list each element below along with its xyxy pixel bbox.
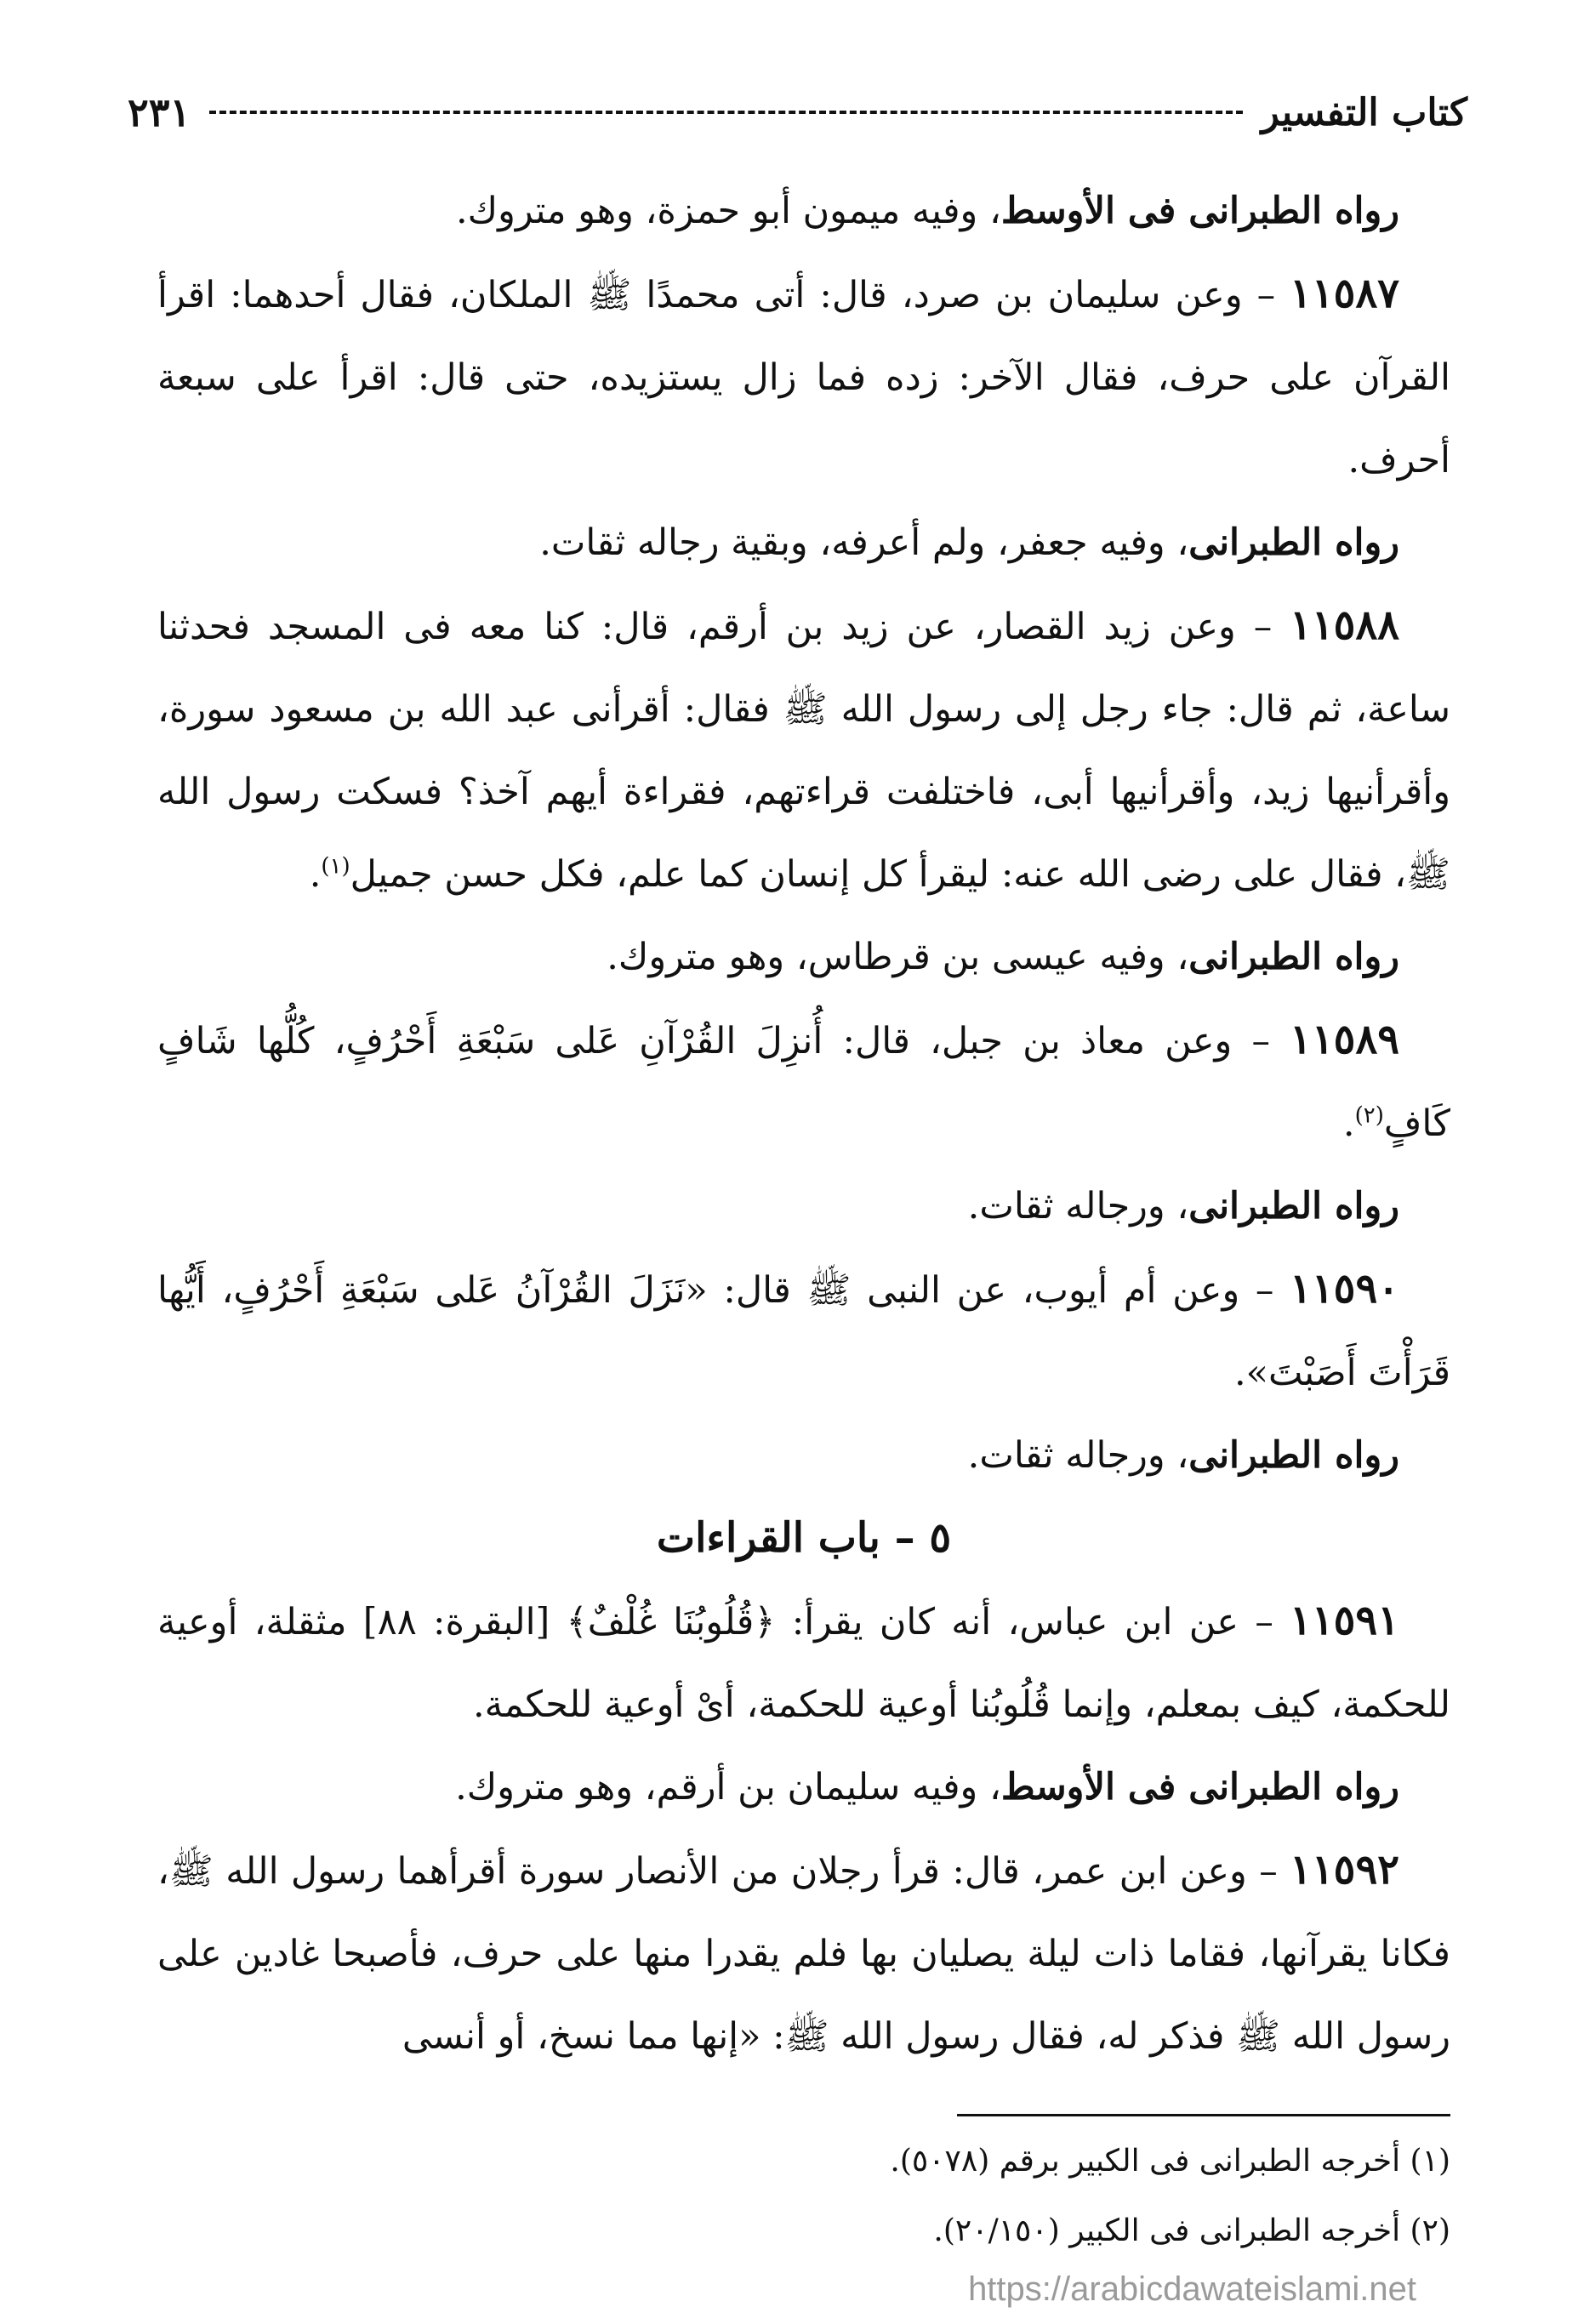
header-dashed-rule bbox=[209, 111, 1243, 114]
footnote-marker: (٢) bbox=[1354, 1102, 1384, 1129]
hadith-paragraph bbox=[157, 999, 1450, 1165]
source-text: ، وفيه ميمون أبو حمزة، وهو متروك. bbox=[455, 190, 1001, 232]
footnote: (١) أخرجه الطبرانى فى الكبير برقم (٥٠٧٨). bbox=[890, 2144, 1450, 2179]
source-lead: رواه الطبرانى bbox=[1188, 1185, 1399, 1228]
source-text: ، وفيه عيسى بن قرطاس، وهو متروك. bbox=[607, 936, 1189, 978]
footnote-marker: (١) bbox=[321, 853, 350, 880]
hadith-tail: . bbox=[309, 853, 322, 896]
source-text: ، ورجاله ثقات. bbox=[967, 1434, 1189, 1477]
hadith-paragraph bbox=[157, 253, 1450, 502]
hadith-tail: . bbox=[1342, 1102, 1355, 1145]
page-number: ٢٣١ bbox=[128, 89, 191, 135]
hadith-text: – وعن ابن عمر، قال: قرأ رجلان من الأنصار سورة أقرأهما رسول الله ﷺ، فكانا يقرآنها، فقاما ذات ليلة يصليان بها فلم يقدرا منها على حرف، فأصبحا غادين على رسول الله ﷺ فذكر له، فقال رسول الله ﷺ: «إنها مما نسخ، أو أنسى bbox=[157, 1850, 1450, 2058]
hadith-number: ١١٥٩١ bbox=[1290, 1597, 1399, 1644]
hadith-text: – عن ابن عباس، أنه كان يقرأ: ﴿قُلُوبُنَا غُلْفٌ﴾ [البقرة: ٨٨] مثقلة، أوعية للحكمة، كيف بمعلم، وإنما قُلُوبُنا أوعية للحكمة، أىْ أوعية للحكمة. bbox=[157, 1601, 1450, 1726]
hadith-text: – وعن معاذ بن جبل، قال: أُنزِلَ القُرْآنِ عَلى سَبْعَةِ أَحْرُفٍ، كُلُّها شَافٍ كَافٍ bbox=[157, 1020, 1450, 1145]
hadith-paragraph bbox=[157, 1829, 1450, 2078]
source-note bbox=[157, 1165, 1450, 1248]
page-body bbox=[157, 170, 1450, 2078]
footnote-divider bbox=[957, 2114, 1450, 2116]
source-text: ، وفيه سليمان بن أرقم، وهو متروك. bbox=[455, 1766, 1001, 1809]
page-header bbox=[128, 78, 1467, 146]
source-text: ، وفيه جعفر، ولم أعرفه، وبقية رجاله ثقات. bbox=[539, 521, 1189, 564]
hadith-paragraph bbox=[157, 1580, 1450, 1746]
source-note bbox=[157, 170, 1450, 253]
hadith-number: ١١٥٨٧ bbox=[1290, 270, 1399, 317]
hadith-number: ١١٥٩٢ bbox=[1290, 1846, 1399, 1894]
source-note bbox=[157, 502, 1450, 584]
source-note bbox=[157, 1415, 1450, 1497]
source-note bbox=[157, 1746, 1450, 1829]
source-note bbox=[157, 916, 1450, 999]
chapter-heading: ٥ – باب القراءات bbox=[656, 1514, 952, 1562]
footnote: (٢) أخرجه الطبرانى فى الكبير (٢٠/١٥٠). bbox=[933, 2213, 1450, 2248]
source-lead: رواه الطبرانى فى الأوسط bbox=[1000, 1766, 1399, 1809]
hadith-paragraph bbox=[157, 584, 1450, 916]
hadith-number: ١١٥٨٨ bbox=[1290, 601, 1399, 649]
hadith-text: – وعن أم أيوب، عن النبى ﷺ قال: «نَزَلَ القُرْآنُ عَلى سَبْعَةِ أَحْرُفٍ، أَيُّها قَرَأْتَ أَصَبْتَ». bbox=[157, 1269, 1450, 1394]
source-lead: رواه الطبرانى فى الأوسط bbox=[1000, 190, 1399, 232]
hadith-text: – وعن زيد القصار، عن زيد بن أرقم، قال: كنا معه فى المسجد فحدثنا ساعة، ثم قال: جاء رجل إلى رسول الله ﷺ فقال: أقرأنى عبد الله بن مسعود سورة، وأقرأنيها زيد، وأقرأنيها أبى، فاختلفت قراءتهم، فقراءة أيهم آخذ؟ فسكت رسول الله ﷺ، فقال على رضى الله عنه: ليقرأ كل إنسان كما علم، فكل حسن جميل bbox=[157, 606, 1450, 896]
footnotes bbox=[157, 2127, 1450, 2266]
source-lead: رواه الطبرانى bbox=[1188, 936, 1399, 978]
watermark-url: https://arabicdawateislami.net bbox=[968, 2270, 1416, 2308]
hadith-number: ١١٥٩٠ bbox=[1290, 1265, 1399, 1313]
source-lead: رواه الطبرانى bbox=[1188, 521, 1399, 564]
source-text: ، ورجاله ثقات. bbox=[967, 1185, 1189, 1228]
hadith-paragraph bbox=[157, 1248, 1450, 1415]
hadith-text: – وعن سليمان بن صرد، قال: أتى محمدًا ﷺ الملكان، فقال أحدهما: اقرأ القرآن على حرف، فقال الآخر: زده فما زال يستزيده، حتى قال: اقرأ على سبعة أحرف. bbox=[157, 274, 1450, 481]
hadith-number: ١١٥٨٩ bbox=[1290, 1016, 1399, 1063]
book-title: كتاب التفسير bbox=[1261, 90, 1467, 134]
source-lead: رواه الطبرانى bbox=[1188, 1434, 1399, 1477]
